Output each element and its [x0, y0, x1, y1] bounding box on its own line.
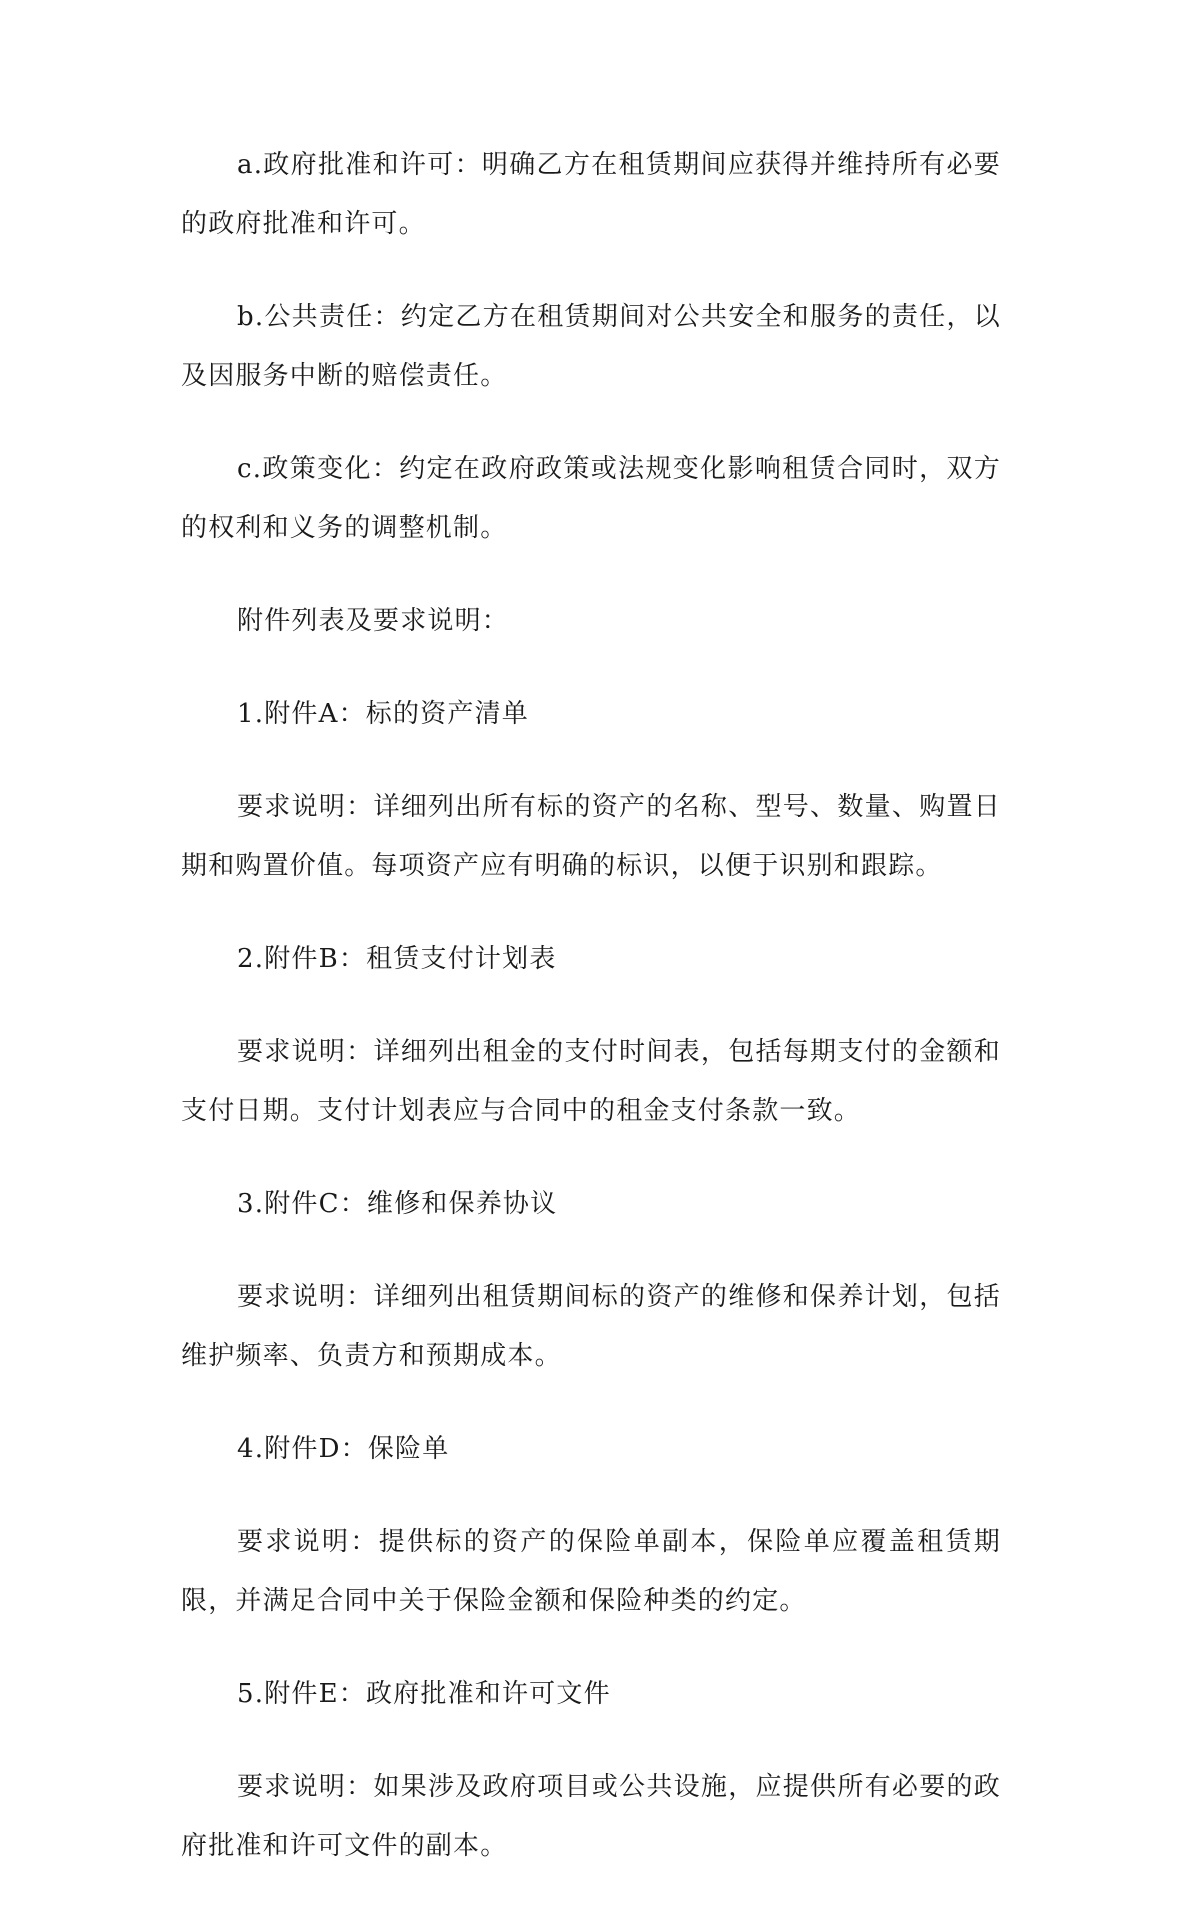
attachment-c-title: 3.附件C：维修和保养协议 — [237, 1189, 558, 1219]
paragraph-government-approval: a.政府批准和许可：明确乙方在租赁期间应获得并维持所有必要的政府批准和许可。 — [181, 150, 1001, 239]
attachment-b-requirements: 要求说明：详细列出租金的支付时间表，包括每期支付的金额和支付日期。支付计划表应与合同中的租金支付条款一致。 — [181, 1037, 1001, 1126]
attachment-a-requirements: 要求说明：详细列出所有标的资产的名称、型号、数量、购置日期和购置价值。每项资产应有明确的标识，以便于识别和跟踪。 — [181, 792, 1001, 881]
attachment-e-title: 5.附件E：政府批准和许可文件 — [237, 1679, 611, 1709]
attachment-d-title: 4.附件D：保险单 — [237, 1434, 450, 1464]
attachment-b-title: 2.附件B：租赁支付计划表 — [237, 944, 557, 974]
paragraph-policy-change: c.政策变化：约定在政府政策或法规变化影响租赁合同时，双方的权利和义务的调整机制。 — [181, 454, 1001, 543]
attachment-d-requirements: 要求说明：提供标的资产的保险单副本，保险单应覆盖租赁期限，并满足合同中关于保险金额和保险种类的约定。 — [181, 1527, 1001, 1616]
attachments-heading: 附件列表及要求说明： — [237, 606, 510, 636]
attachment-e-requirements: 要求说明：如果涉及政府项目或公共设施，应提供所有必要的政府批准和许可文件的副本。 — [181, 1772, 1001, 1861]
attachment-a-title: 1.附件A：标的资产清单 — [237, 699, 529, 729]
attachment-c-requirements: 要求说明：详细列出租赁期间标的资产的维修和保养计划，包括维护频率、负责方和预期成本。 — [181, 1282, 1001, 1371]
paragraph-public-responsibility: b.公共责任：约定乙方在租赁期间对公共安全和服务的责任，以及因服务中断的赔偿责任。 — [181, 302, 1001, 391]
document-page — [181, 136, 1001, 1910]
